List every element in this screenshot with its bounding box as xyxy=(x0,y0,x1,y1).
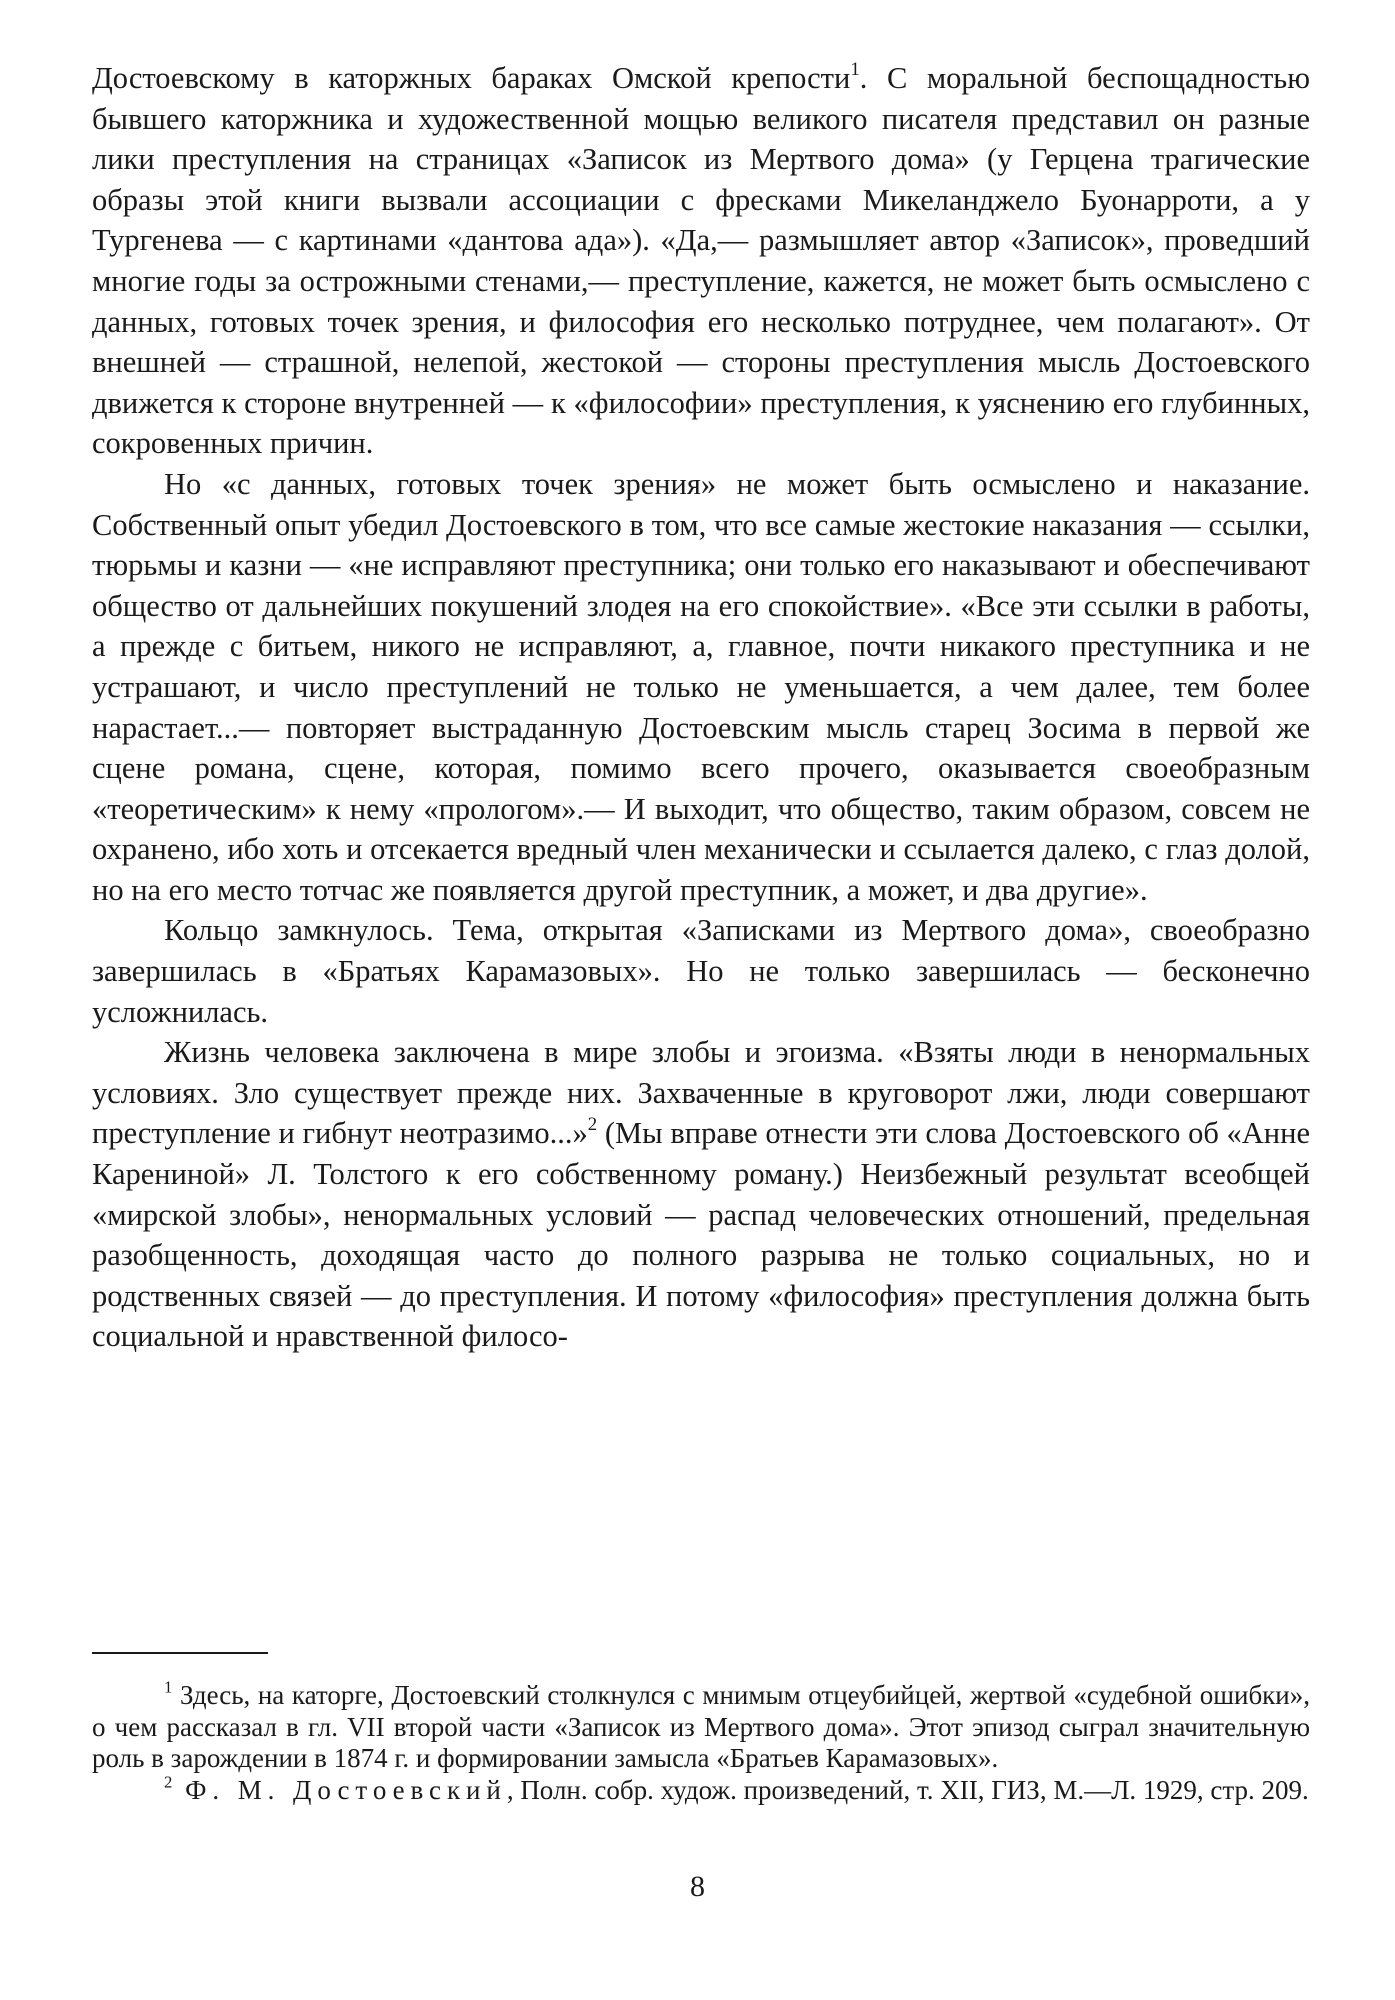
page-body xyxy=(92,58,1310,1357)
paragraph-1 xyxy=(92,58,1310,464)
footnote-1-text: Здесь, на каторге, Достоевский столкнулся с мнимым отцеубийцей, жертвой «судебной ошибки», о чем рассказал в гл. VII второй части «Записок из Мертвого дома». Этот эпизод сыграл значительную роль в зарождении в 1874 г. и формировании замысла «Братьев Карамазовых». xyxy=(92,1680,1310,1773)
footnotes xyxy=(92,1677,1310,1806)
footnote-1 xyxy=(92,1677,1310,1775)
paragraph-1-text: Достоевскому в каторжных бараках Омской крепости xyxy=(92,61,851,95)
paragraph-3: Кольцо замкнулось. Тема, открытая «Записками из Мертвого дома», своеобразно завершилась в «Братьях Карамазовых». Но не только завершилась — бесконечно усложнилась. xyxy=(92,913,1310,1029)
footnote-divider xyxy=(92,1652,268,1654)
paragraph-4-rest: (Мы вправе отнести эти слова Достоевского об «Анне Карениной» Л. Толстого к его собственному роману.) Неизбежный результат всеобщей «мирской злобы», ненормальных условий — распад человеческих отношений, предельная разобщенность, доходящая часто до полного разрыва не только социальных, но и родственных связей — до преступления. И потому «философия» преступления должна быть социальной и нравственной филосо- xyxy=(92,1116,1310,1354)
footnote-2-mark: 2 xyxy=(164,1771,173,1791)
paragraph-4 xyxy=(92,1032,1310,1357)
paragraph-4-text: Жизнь человека заключена в мире злобы и эгоизма. «Взяты люди в ненормальных условиях. Зло существует прежде них. Захваченные в круговорот лжи, люди совершают преступление и гибнут неотразимо...» xyxy=(92,1035,1310,1151)
paragraph-1-rest: . С моральной беспощадностью бывшего каторжника и художественной мощью великого писателя представил он разные лики преступления на страницах «Записок из Мертвого дома» (у Герцена трагические образы этой книги вызвали ассоциации с фресками Микеланджело Буонарроти, а у Тургенева — с картинами «дантова ада»). «Да,— размышляет автор «Записок», проведший многие годы за острожными стенами,— преступление, кажется, не может быть осмыслено с данных, готовых точек зрения, и философия его несколько потруднее, чем полагают». От внешней — страшной, нелепой, жестокой — стороны преступления мысль Достоевского движется к стороне внутренней — к «философии» преступления, к уяснению его глубинных, сокровенных причин. xyxy=(92,61,1311,461)
footnote-1-mark: 1 xyxy=(164,1677,173,1697)
footnote-2-author: Ф. М. Достоевский xyxy=(172,1774,507,1805)
footnote-2 xyxy=(92,1771,1310,1807)
footnote-ref-1[interactable]: 1 xyxy=(850,58,860,80)
page-number: 8 xyxy=(690,1870,705,1903)
footnote-2-text: , Полн. собр. худож. произведений, т. XII, ГИЗ, М.—Л. 1929, стр. 209. xyxy=(506,1774,1309,1805)
footnote-ref-2[interactable]: 2 xyxy=(587,1114,598,1136)
paragraph-2: Но «с данных, готовых точек зрения» не может быть осмыслено и наказание. Собственный опыт убедил Достоевского в том, что все самые жестокие наказания — ссылки, тюрьмы и казни — «не исправляют преступника; они только его наказывают и обеспечивают общество от дальнейших покушений злодея на его спокойствие». «Все эти ссылки в работы, а прежде с битьем, никого не исправляют, а, главное, почти никакого преступника и не устрашают, и число преступлений не только не уменьшается, а чем далее, тем более нарастает...— повторяет выстраданную Достоевским мысль старец Зосима в первой же сцене романа, сцене, которая, помимо всего прочего, оказывается своеобразным «теоретическим» к нему «прологом».— И выходит, что общество, таким образом, совсем не охранено, ибо хоть и отсекается вредный член механически и ссылается далеко, с глаз долой, но на его место тотчас же появляется другой преступник, а может, и два другие». xyxy=(92,466,1310,907)
